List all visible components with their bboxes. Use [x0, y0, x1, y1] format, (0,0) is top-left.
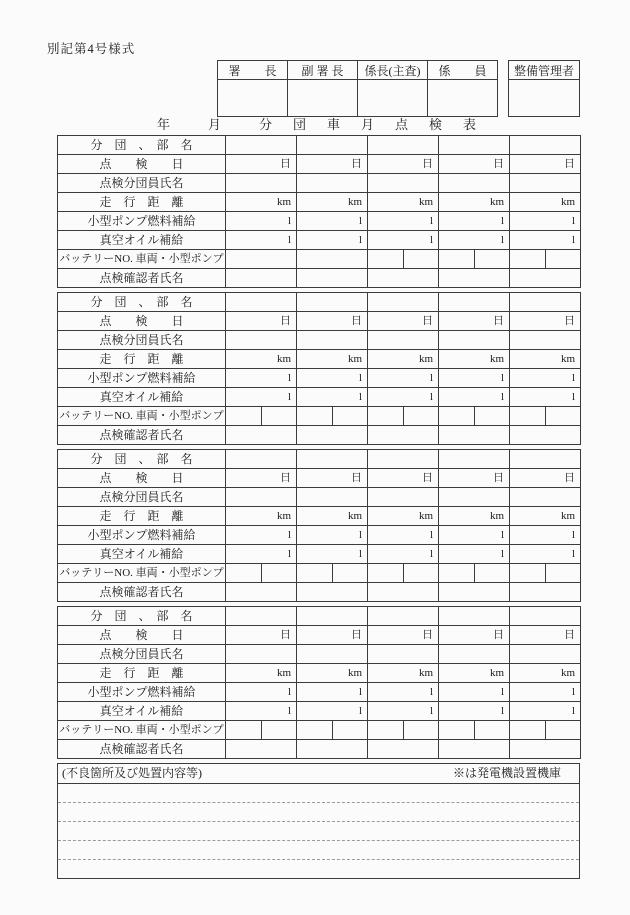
inspection-date-cell: 日	[297, 312, 368, 331]
running-distance-label: 走 行 距 離	[58, 350, 226, 369]
inspection-date-label: 点 検 日	[58, 626, 226, 645]
inspector-member-name-cell	[439, 174, 510, 193]
confirmer-name-cell	[226, 426, 297, 445]
inspection-block-1	[57, 135, 581, 288]
running-distance-cell: km	[297, 193, 368, 212]
vacuum-oil-cell: l	[510, 702, 581, 721]
unit-name-cell	[510, 607, 581, 626]
inspection-date-label: 点 検 日	[58, 312, 226, 331]
remarks-empty-line-cell	[58, 860, 580, 879]
battery-no-row	[58, 407, 581, 426]
unit-name-cell	[368, 450, 439, 469]
battery-no-label: バッテリーNO. 車両・小型ポンプ	[58, 407, 226, 426]
remarks-empty-line-cell	[58, 784, 580, 803]
battery-no-row	[58, 564, 581, 583]
remarks-table	[57, 763, 580, 879]
confirmer-name-cell	[368, 426, 439, 445]
unit-name-cell	[439, 136, 510, 155]
small-pump-fuel-cell: l	[368, 369, 439, 388]
approval-header-staff: 係 員	[428, 61, 498, 80]
inspection-date-cell: 日	[226, 155, 297, 174]
battery-no-cell	[403, 250, 439, 269]
inspector-member-name-row	[58, 645, 581, 664]
small-pump-fuel-cell: l	[510, 526, 581, 545]
battery-no-cell	[474, 407, 510, 426]
vacuum-oil-cell: l	[226, 702, 297, 721]
small-pump-fuel-cell: l	[297, 683, 368, 702]
small-pump-fuel-cell: l	[226, 526, 297, 545]
vacuum-oil-row	[58, 388, 581, 407]
confirmer-name-cell	[368, 740, 439, 759]
inspector-member-name-cell	[226, 488, 297, 507]
inspector-member-name-cell	[368, 645, 439, 664]
small-pump-fuel-cell: l	[368, 212, 439, 231]
running-distance-cell: km	[226, 507, 297, 526]
battery-no-cell	[545, 721, 581, 740]
inspector-member-name-label: 点検分団員氏名	[58, 174, 226, 193]
vacuum-oil-cell: l	[368, 545, 439, 564]
confirmer-name-cell	[510, 583, 581, 602]
manager-sign-cell	[509, 80, 580, 117]
confirmer-name-cell	[439, 740, 510, 759]
running-distance-cell: km	[368, 193, 439, 212]
inspector-member-name-label: 点検分団員氏名	[58, 488, 226, 507]
battery-no-cell	[474, 564, 510, 583]
confirmer-name-row	[58, 426, 581, 445]
small-pump-fuel-cell: l	[510, 369, 581, 388]
running-distance-label: 走 行 距 離	[58, 664, 226, 683]
inspection-date-cell: 日	[510, 155, 581, 174]
battery-no-cell	[332, 407, 368, 426]
inspection-date-row	[58, 469, 581, 488]
inspector-member-name-cell	[510, 174, 581, 193]
vacuum-oil-cell: l	[226, 231, 297, 250]
running-distance-row	[58, 507, 581, 526]
inspection-date-label: 点 検 日	[58, 155, 226, 174]
vacuum-oil-row	[58, 702, 581, 721]
battery-no-cell	[403, 721, 439, 740]
vacuum-oil-label: 真空オイル補給	[58, 388, 226, 407]
confirmer-name-cell	[297, 740, 368, 759]
vacuum-oil-cell: l	[226, 388, 297, 407]
inspection-date-cell: 日	[368, 626, 439, 645]
small-pump-fuel-row	[58, 212, 581, 231]
vacuum-oil-cell: l	[226, 545, 297, 564]
inspector-member-name-row	[58, 331, 581, 350]
battery-no-cell	[261, 721, 297, 740]
running-distance-cell: km	[297, 350, 368, 369]
remarks-empty-line-cell	[58, 803, 580, 822]
inspector-member-name-cell	[297, 645, 368, 664]
small-pump-fuel-cell: l	[510, 683, 581, 702]
vacuum-oil-cell: l	[510, 388, 581, 407]
battery-no-cell	[297, 250, 368, 269]
confirmer-name-cell	[226, 269, 297, 288]
battery-no-cell	[261, 407, 297, 426]
inspector-member-name-cell	[510, 488, 581, 507]
small-pump-fuel-cell: l	[368, 526, 439, 545]
confirmer-name-cell	[297, 269, 368, 288]
unit-name-row	[58, 136, 581, 155]
battery-no-cell	[510, 564, 546, 583]
approval-header-row	[218, 61, 498, 80]
small-pump-fuel-label: 小型ポンプ燃料補給	[58, 526, 226, 545]
unit-name-label: 分 団 、 部 名	[58, 607, 226, 626]
inspection-date-cell: 日	[297, 469, 368, 488]
running-distance-cell: km	[439, 664, 510, 683]
vacuum-oil-cell: l	[297, 231, 368, 250]
unit-name-row	[58, 450, 581, 469]
small-pump-fuel-cell: l	[439, 683, 510, 702]
approval-sign-cell-staff	[428, 80, 498, 117]
battery-no-cell	[297, 564, 333, 583]
confirmer-name-row	[58, 583, 581, 602]
sheet-title: 年 月 分 団 車 月 点 検 表	[156, 117, 480, 132]
battery-no-cell	[510, 407, 546, 426]
inspector-member-name-cell	[226, 174, 297, 193]
inspector-member-name-cell	[439, 488, 510, 507]
battery-no-cell	[474, 721, 510, 740]
confirmer-name-row	[58, 269, 581, 288]
remarks-empty-line	[58, 822, 580, 841]
confirmer-name-cell	[226, 583, 297, 602]
small-pump-fuel-cell: l	[439, 369, 510, 388]
approval-header-chief: 署 長	[218, 61, 288, 80]
approval-sign-row	[218, 80, 498, 117]
vacuum-oil-label: 真空オイル補給	[58, 231, 226, 250]
battery-no-label: バッテリーNO. 車両・小型ポンプ	[58, 721, 226, 740]
vacuum-oil-cell: l	[297, 702, 368, 721]
unit-name-cell	[226, 450, 297, 469]
manager-header-label: 整備管理者	[509, 61, 580, 80]
form-number: 別記第4号様式	[47, 42, 136, 56]
battery-no-cell	[226, 407, 262, 426]
inspector-member-name-cell	[368, 331, 439, 350]
battery-no-cell	[545, 250, 581, 269]
running-distance-row	[58, 193, 581, 212]
inspector-member-name-cell	[226, 331, 297, 350]
small-pump-fuel-cell: l	[297, 212, 368, 231]
unit-name-cell	[510, 136, 581, 155]
battery-no-cell	[510, 250, 546, 269]
inspector-member-name-cell	[297, 331, 368, 350]
vacuum-oil-row	[58, 545, 581, 564]
running-distance-cell: km	[226, 350, 297, 369]
unit-name-label: 分 団 、 部 名	[58, 450, 226, 469]
running-distance-label: 走 行 距 離	[58, 193, 226, 212]
unit-name-cell	[439, 450, 510, 469]
inspection-date-cell: 日	[297, 155, 368, 174]
remarks-empty-line	[58, 784, 580, 803]
inspection-date-row	[58, 312, 581, 331]
vacuum-oil-cell: l	[439, 388, 510, 407]
unit-name-label: 分 団 、 部 名	[58, 293, 226, 312]
small-pump-fuel-cell: l	[226, 212, 297, 231]
running-distance-cell: km	[226, 193, 297, 212]
inspector-member-name-cell	[297, 488, 368, 507]
confirmer-name-cell	[439, 583, 510, 602]
battery-no-cell	[297, 721, 333, 740]
inspection-block-3	[57, 449, 581, 602]
small-pump-fuel-cell: l	[226, 369, 297, 388]
running-distance-cell: km	[439, 350, 510, 369]
inspection-date-cell: 日	[439, 155, 510, 174]
battery-no-cell	[403, 407, 439, 426]
confirmer-name-row	[58, 740, 581, 759]
approval-header-section-head: 係長(主査)	[358, 61, 428, 80]
small-pump-fuel-row	[58, 369, 581, 388]
unit-name-cell	[368, 607, 439, 626]
unit-name-cell	[226, 293, 297, 312]
inspector-member-name-cell	[226, 645, 297, 664]
inspection-blocks-container	[57, 135, 580, 879]
inspection-date-cell: 日	[510, 626, 581, 645]
inspector-member-name-cell	[439, 331, 510, 350]
unit-name-row	[58, 293, 581, 312]
small-pump-fuel-label: 小型ポンプ燃料補給	[58, 369, 226, 388]
battery-no-cell	[226, 721, 262, 740]
maintenance-manager-table	[508, 60, 580, 117]
small-pump-fuel-cell: l	[439, 526, 510, 545]
running-distance-cell: km	[510, 350, 581, 369]
inspection-date-label: 点 検 日	[58, 469, 226, 488]
unit-name-cell	[297, 450, 368, 469]
running-distance-cell: km	[297, 507, 368, 526]
running-distance-cell: km	[439, 507, 510, 526]
inspection-date-cell: 日	[297, 626, 368, 645]
confirmer-name-cell	[439, 269, 510, 288]
confirmer-name-cell	[226, 740, 297, 759]
inspection-date-cell: 日	[439, 469, 510, 488]
battery-no-cell	[297, 407, 333, 426]
battery-no-cell	[439, 407, 475, 426]
battery-no-cell	[368, 564, 404, 583]
running-distance-cell: km	[510, 664, 581, 683]
inspection-date-cell: 日	[226, 469, 297, 488]
inspector-member-name-cell	[510, 331, 581, 350]
running-distance-cell: km	[368, 350, 439, 369]
running-distance-row	[58, 664, 581, 683]
manager-sign-row	[509, 80, 580, 117]
battery-no-label: バッテリーNO. 車両・小型ポンプ	[58, 564, 226, 583]
vacuum-oil-cell: l	[368, 388, 439, 407]
manager-header-row	[509, 61, 580, 80]
battery-no-cell	[226, 250, 297, 269]
battery-no-cell	[439, 250, 475, 269]
vacuum-oil-cell: l	[368, 702, 439, 721]
remarks-empty-line	[58, 803, 580, 822]
battery-no-cell	[403, 564, 439, 583]
approval-header-deputy-chief: 副 署 長	[288, 61, 358, 80]
battery-no-cell	[332, 564, 368, 583]
battery-no-cell	[474, 250, 510, 269]
inspection-date-row	[58, 626, 581, 645]
small-pump-fuel-cell: l	[297, 369, 368, 388]
unit-name-cell	[226, 607, 297, 626]
confirmer-name-label: 点検確認者氏名	[58, 583, 226, 602]
inspection-date-row	[58, 155, 581, 174]
battery-no-row	[58, 721, 581, 740]
vacuum-oil-cell: l	[439, 545, 510, 564]
vacuum-oil-cell: l	[439, 702, 510, 721]
vacuum-oil-cell: l	[297, 388, 368, 407]
vacuum-oil-cell: l	[510, 545, 581, 564]
battery-no-cell	[439, 721, 475, 740]
battery-no-cell	[368, 407, 404, 426]
running-distance-cell: km	[368, 664, 439, 683]
running-distance-cell: km	[368, 507, 439, 526]
remarks-empty-line-cell	[58, 822, 580, 841]
running-distance-cell: km	[226, 664, 297, 683]
confirmer-name-label: 点検確認者氏名	[58, 740, 226, 759]
running-distance-cell: km	[510, 193, 581, 212]
approval-sign-cell-chief	[218, 80, 288, 117]
battery-no-cell	[368, 250, 404, 269]
vacuum-oil-label: 真空オイル補給	[58, 545, 226, 564]
unit-name-cell	[297, 136, 368, 155]
battery-no-cell	[368, 721, 404, 740]
unit-name-cell	[510, 450, 581, 469]
small-pump-fuel-cell: l	[510, 212, 581, 231]
approval-stamp-table	[217, 60, 498, 117]
confirmer-name-cell	[297, 426, 368, 445]
battery-no-label: バッテリーNO. 車両・小型ポンプ	[58, 250, 226, 269]
approval-sign-cell-deputy-chief	[288, 80, 358, 117]
remarks-right-note: ※は発電機設置機庫	[452, 766, 561, 780]
inspection-block-4	[57, 606, 581, 759]
remarks-empty-line-cell	[58, 841, 580, 860]
running-distance-row	[58, 350, 581, 369]
confirmer-name-cell	[297, 583, 368, 602]
confirmer-name-cell	[368, 583, 439, 602]
battery-no-cell	[545, 407, 581, 426]
running-distance-label: 走 行 距 離	[58, 507, 226, 526]
battery-no-cell	[332, 721, 368, 740]
battery-no-cell	[545, 564, 581, 583]
small-pump-fuel-cell: l	[439, 212, 510, 231]
confirmer-name-label: 点検確認者氏名	[58, 269, 226, 288]
unit-name-cell	[439, 607, 510, 626]
battery-no-cell	[439, 564, 475, 583]
vacuum-oil-label: 真空オイル補給	[58, 702, 226, 721]
confirmer-name-label: 点検確認者氏名	[58, 426, 226, 445]
battery-no-cell	[261, 564, 297, 583]
inspector-member-name-cell	[439, 645, 510, 664]
approval-sign-cell-section-head	[358, 80, 428, 117]
inspection-block-2	[57, 292, 581, 445]
unit-name-cell	[439, 293, 510, 312]
small-pump-fuel-row	[58, 683, 581, 702]
unit-name-cell	[368, 293, 439, 312]
confirmer-name-cell	[510, 426, 581, 445]
unit-name-cell	[368, 136, 439, 155]
running-distance-cell: km	[510, 507, 581, 526]
unit-name-cell	[297, 293, 368, 312]
confirmer-name-cell	[439, 426, 510, 445]
inspection-date-cell: 日	[368, 469, 439, 488]
inspection-date-cell: 日	[439, 312, 510, 331]
vacuum-oil-row	[58, 231, 581, 250]
inspector-member-name-label: 点検分団員氏名	[58, 645, 226, 664]
small-pump-fuel-cell: l	[368, 683, 439, 702]
inspector-member-name-cell	[297, 174, 368, 193]
inspection-date-cell: 日	[226, 626, 297, 645]
inspector-member-name-row	[58, 488, 581, 507]
small-pump-fuel-row	[58, 526, 581, 545]
vacuum-oil-cell: l	[368, 231, 439, 250]
inspector-member-name-label: 点検分団員氏名	[58, 331, 226, 350]
confirmer-name-cell	[510, 269, 581, 288]
remarks-header-row	[58, 764, 580, 784]
battery-no-cell	[226, 564, 262, 583]
inspection-date-cell: 日	[439, 626, 510, 645]
small-pump-fuel-cell: l	[226, 683, 297, 702]
remarks-header-cell	[58, 764, 580, 784]
confirmer-name-cell	[510, 740, 581, 759]
battery-no-cell	[510, 721, 546, 740]
inspection-date-cell: 日	[226, 312, 297, 331]
battery-no-row	[58, 250, 581, 269]
unit-name-cell	[297, 607, 368, 626]
remarks-left-label: (不良箇所及び処置内容等)	[62, 766, 202, 780]
unit-name-cell	[510, 293, 581, 312]
confirmer-name-cell	[368, 269, 439, 288]
inspector-member-name-cell	[510, 645, 581, 664]
remarks-empty-line	[58, 860, 580, 879]
inspection-date-cell: 日	[510, 469, 581, 488]
vacuum-oil-cell: l	[297, 545, 368, 564]
vacuum-oil-cell: l	[510, 231, 581, 250]
inspector-member-name-cell	[368, 488, 439, 507]
inspector-member-name-cell	[368, 174, 439, 193]
inspection-date-cell: 日	[368, 155, 439, 174]
small-pump-fuel-label: 小型ポンプ燃料補給	[58, 212, 226, 231]
inspection-date-cell: 日	[368, 312, 439, 331]
remarks-empty-line	[58, 841, 580, 860]
vacuum-oil-cell: l	[439, 231, 510, 250]
unit-name-label: 分 団 、 部 名	[58, 136, 226, 155]
small-pump-fuel-cell: l	[297, 526, 368, 545]
running-distance-cell: km	[297, 664, 368, 683]
inspector-member-name-row	[58, 174, 581, 193]
inspection-date-cell: 日	[510, 312, 581, 331]
unit-name-row	[58, 607, 581, 626]
small-pump-fuel-label: 小型ポンプ燃料補給	[58, 683, 226, 702]
unit-name-cell	[226, 136, 297, 155]
running-distance-cell: km	[439, 193, 510, 212]
